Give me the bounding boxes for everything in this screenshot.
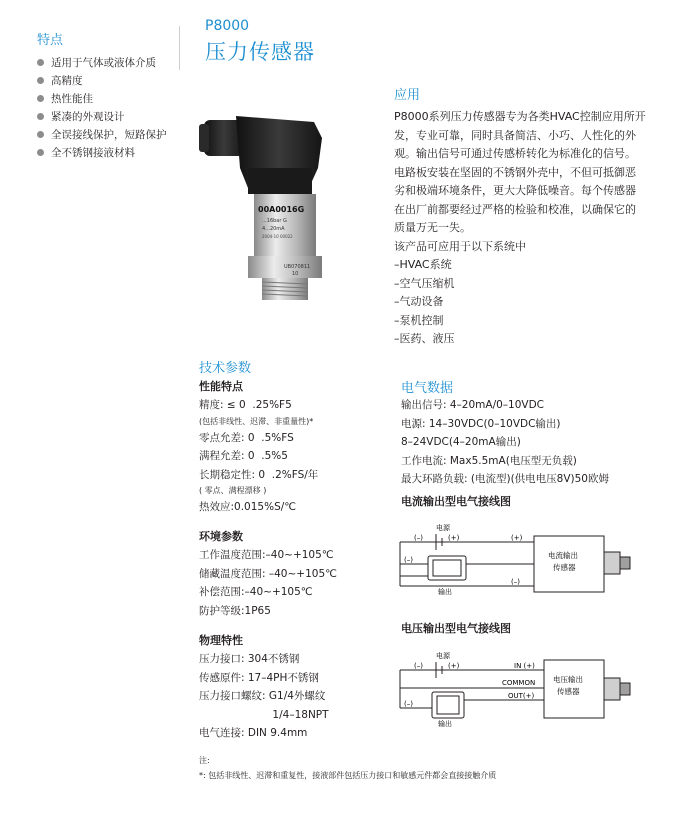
list-item: 紧凑的外观设计: [37, 108, 167, 126]
current-power-label: 电源: [436, 524, 450, 532]
voltage-out-label: OUT(+): [508, 692, 535, 700]
current-minus-1: (–): [414, 534, 423, 542]
current-minus-2: (–): [404, 556, 413, 564]
voltage-wiring-diagram: [398, 644, 633, 728]
current-box-line1: 电流输出: [548, 551, 578, 560]
label-line2: ...16bar G: [262, 218, 287, 224]
env-list: 工作温度范围:–40~+105℃ 储藏温度范围: –40~+105℃ 补偿范围:–40~+105℃ 防护等级:1P65: [199, 549, 337, 617]
voltage-power-label: 电源: [436, 652, 450, 660]
perf-title: 性能特点: [199, 380, 243, 393]
hex-text-2: 10: [292, 271, 299, 277]
bullet-icon: [37, 77, 44, 84]
product-image: [196, 108, 346, 304]
hex-text-1: UB070811: [284, 264, 311, 270]
voltage-minus-2: (–): [404, 700, 413, 708]
label-line4: 2004-10 00022: [262, 234, 293, 239]
voltage-minus-1: (–): [414, 662, 423, 670]
bullet-icon: [37, 113, 44, 120]
voltage-box-line2: 传感器: [557, 687, 580, 696]
header-divider: [179, 26, 180, 70]
current-diagram-title: 电流输出型电气接线图: [401, 495, 511, 508]
current-wiring-diagram: [398, 516, 633, 600]
current-output-label: 输出: [438, 588, 452, 596]
list-item: 热性能佳: [37, 90, 167, 108]
current-plus-1: (+): [448, 534, 460, 542]
features-title: 特点: [37, 33, 64, 48]
application-text: P8000系列压力传感器专为各类HVAC控制应用所开 发，专业可靠，同时具备简洁、小巧、人性化的外 观。输出信号可通过传感桥转化为标准化的信号。 电路板安装在坚固的不锈钢外壳中，不但可抵御恶 劣和极端环境条件，更大大降低噪音。每个传感器 在出厂前都要经过严格的检验和校准，以确保它的 质量万无一失。 该产品可应用于以下系统中 –HVAC系统 –空气压缩机 –气动设备 –泵机控制 –医药、液压: [394, 110, 646, 345]
voltage-box-line1: 电压输出: [553, 675, 583, 684]
current-box-line2: 传感器: [553, 563, 576, 572]
voltage-plus-1: (+): [448, 662, 460, 670]
label-line1: 00A0016G: [258, 205, 305, 214]
features-list: [37, 54, 167, 162]
list-item: 全不锈钢接液材料: [37, 144, 167, 162]
env-title: 环境参数: [199, 530, 243, 543]
notes-title: 注:: [199, 756, 210, 765]
current-minus-3: (–): [511, 578, 520, 586]
phys-list: 压力接口: 304不锈钢 传感原件: 17–4PH不锈钢 压力接口螺纹: G1/4外螺纹 1/4–18NPT 电气连接: DIN 9.4mm: [199, 653, 329, 739]
list-item: 高精度: [37, 72, 167, 90]
voltage-diagram-title: 电压输出型电气接线图: [401, 622, 511, 635]
perf-list: 精度: ≤ 0 .25%F5 (包括非线性、迟滞、非重量性)* 零点允差: 0 .5%FS 满程允差: 0 .5%5 长期稳定性: 0 .2%FS/年 ( 零点、满程漂移 ) 热效应:0.015%S/℃: [199, 399, 319, 513]
bullet-icon: [37, 131, 44, 138]
phys-title: 物理特性: [199, 634, 243, 647]
voltage-common-label: COMMON: [502, 679, 536, 687]
label-line3: 4...20mA: [262, 226, 285, 232]
electrical-list: 输出信号: 4–20mA/0–10VDC 电源: 14–30VDC(0–10VDC输出) 8–24VDC(4–20mA输出) 工作电流: Max5.5mA(电压型无负载) 最大环路负载: (电流型)(供电电压8V)50欧姆: [401, 399, 609, 485]
application-title: 应用: [394, 88, 421, 103]
bullet-icon: [37, 149, 44, 156]
current-plus-2: (+): [511, 534, 523, 542]
voltage-in-label: IN (+): [514, 662, 535, 670]
voltage-output-label: 输出: [438, 720, 452, 728]
electrical-title: 电气数据: [401, 381, 454, 396]
notes-text: *: 包括非线性、迟滞和重复性，接液部件包括压力接口和敏感元件都会直接接触介质: [199, 771, 497, 780]
bullet-icon: [37, 95, 44, 102]
page-title: 压力传感器: [205, 40, 315, 64]
bullet-icon: [37, 59, 44, 66]
list-item: 适用于气体或液体介质: [37, 54, 167, 72]
tech-title: 技术参数: [199, 361, 252, 376]
list-item: 全误接线保护，短路保护: [37, 126, 167, 144]
product-model: P8000: [205, 18, 250, 34]
